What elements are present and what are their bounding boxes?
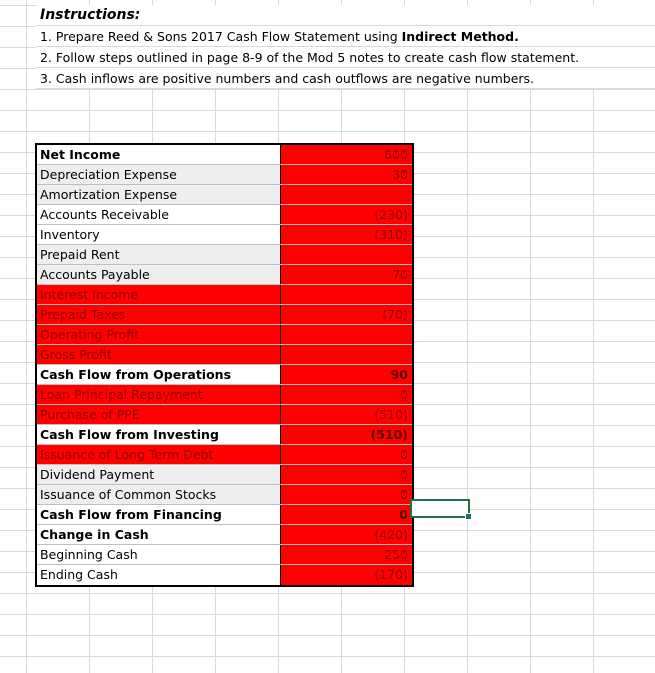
- row-interest-income: [37, 285, 412, 305]
- instruction-line-1-text: 1. Prepare Reed & Sons 2017 Cash Flow Statement using: [40, 29, 402, 44]
- row-cash-flow-financing: [37, 505, 412, 525]
- row-issuance-common-stocks: [37, 485, 412, 505]
- interest-income-label[interactable]: Interest Income: [37, 285, 281, 304]
- instructions-block: [36, 5, 655, 89]
- row-change-in-cash: [37, 525, 412, 545]
- row-accounts-payable: [37, 265, 412, 285]
- dividend-payment-label[interactable]: Dividend Payment: [37, 465, 281, 484]
- row-prepaid-taxes: [37, 305, 412, 325]
- issuance-long-term-debt-value[interactable]: 0: [281, 445, 412, 464]
- net-income-label[interactable]: Net Income: [37, 145, 281, 164]
- row-inventory: [37, 225, 412, 245]
- row-amortization-expense: [37, 185, 412, 205]
- interest-income-value[interactable]: [281, 285, 412, 304]
- prepaid-taxes-value[interactable]: (70): [281, 305, 412, 324]
- row-purchase-ppe: [37, 405, 412, 425]
- gross-profit-value[interactable]: [281, 345, 412, 364]
- cash-flow-financing-value[interactable]: 0: [281, 505, 412, 524]
- operating-profit-value[interactable]: [281, 325, 412, 344]
- instruction-line-3[interactable]: 3. Cash inflows are positive numbers and cash outflows are negative numbers.: [36, 68, 655, 89]
- accounts-receivable-label[interactable]: Accounts Receivable: [37, 205, 281, 224]
- dividend-payment-value[interactable]: 0: [281, 465, 412, 484]
- inventory-label[interactable]: Inventory: [37, 225, 281, 244]
- instructions-title[interactable]: Instructions:: [36, 5, 655, 26]
- fill-handle[interactable]: [465, 513, 472, 520]
- depreciation-expense-value[interactable]: 30: [281, 165, 412, 184]
- cash-flow-financing-label[interactable]: Cash Flow from Financing: [37, 505, 281, 524]
- cash-flow-investing-label[interactable]: Cash Flow from Investing: [37, 425, 281, 444]
- row-beginning-cash: [37, 545, 412, 565]
- purchase-ppe-label[interactable]: Purchase of PPE: [37, 405, 281, 424]
- cash-flow-operations-label[interactable]: Cash Flow from Operations: [37, 365, 281, 384]
- loan-principal-repayment-value[interactable]: 0: [281, 385, 412, 404]
- amortization-expense-label[interactable]: Amortization Expense: [37, 185, 281, 204]
- beginning-cash-label[interactable]: Beginning Cash: [37, 545, 281, 564]
- gross-profit-label[interactable]: Gross Profit: [37, 345, 281, 364]
- cash-flow-table: [35, 143, 414, 587]
- net-income-value[interactable]: 600: [281, 145, 412, 164]
- row-accounts-receivable: [37, 205, 412, 225]
- row-operating-profit: [37, 325, 412, 345]
- loan-principal-repayment-label[interactable]: Loan Principal Repayment: [37, 385, 281, 404]
- prepaid-rent-value[interactable]: [281, 245, 412, 264]
- depreciation-expense-label[interactable]: Depreciation Expense: [37, 165, 281, 184]
- row-cash-flow-investing: [37, 425, 412, 445]
- accounts-payable-value[interactable]: 70: [281, 265, 412, 284]
- prepaid-rent-label[interactable]: Prepaid Rent: [37, 245, 281, 264]
- instruction-line-1-bold: Indirect Method.: [401, 29, 519, 44]
- instruction-line-1[interactable]: [36, 26, 655, 47]
- row-depreciation-expense: [37, 165, 412, 185]
- cash-flow-investing-value[interactable]: (510): [281, 425, 412, 444]
- issuance-common-stocks-label[interactable]: Issuance of Common Stocks: [37, 485, 281, 504]
- active-cell-selection[interactable]: [410, 499, 470, 518]
- ending-cash-value[interactable]: (170): [281, 565, 412, 585]
- operating-profit-label[interactable]: Operating Profit: [37, 325, 281, 344]
- beginning-cash-value[interactable]: 250: [281, 545, 412, 564]
- change-in-cash-value[interactable]: (420): [281, 525, 412, 544]
- purchase-ppe-value[interactable]: (510): [281, 405, 412, 424]
- row-dividend-payment: [37, 465, 412, 485]
- prepaid-taxes-label[interactable]: Prepaid Taxes: [37, 305, 281, 324]
- inventory-value[interactable]: (310): [281, 225, 412, 244]
- row-gross-profit: [37, 345, 412, 365]
- amortization-expense-value[interactable]: [281, 185, 412, 204]
- change-in-cash-label[interactable]: Change in Cash: [37, 525, 281, 544]
- row-ending-cash: [37, 565, 412, 585]
- accounts-payable-label[interactable]: Accounts Payable: [37, 265, 281, 284]
- row-loan-principal-repayment: [37, 385, 412, 405]
- row-issuance-long-term-debt: [37, 445, 412, 465]
- row-cash-flow-operations: [37, 365, 412, 385]
- issuance-long-term-debt-label[interactable]: Issuance of Long Term Debt: [37, 445, 281, 464]
- issuance-common-stocks-value[interactable]: 0: [281, 485, 412, 504]
- row-prepaid-rent: [37, 245, 412, 265]
- accounts-receivable-value[interactable]: (230): [281, 205, 412, 224]
- instruction-line-2[interactable]: 2. Follow steps outlined in page 8-9 of the Mod 5 notes to create cash flow statement.: [36, 47, 655, 68]
- row-net-income: [37, 145, 412, 165]
- cash-flow-operations-value[interactable]: 90: [281, 365, 412, 384]
- ending-cash-label[interactable]: Ending Cash: [37, 565, 281, 585]
